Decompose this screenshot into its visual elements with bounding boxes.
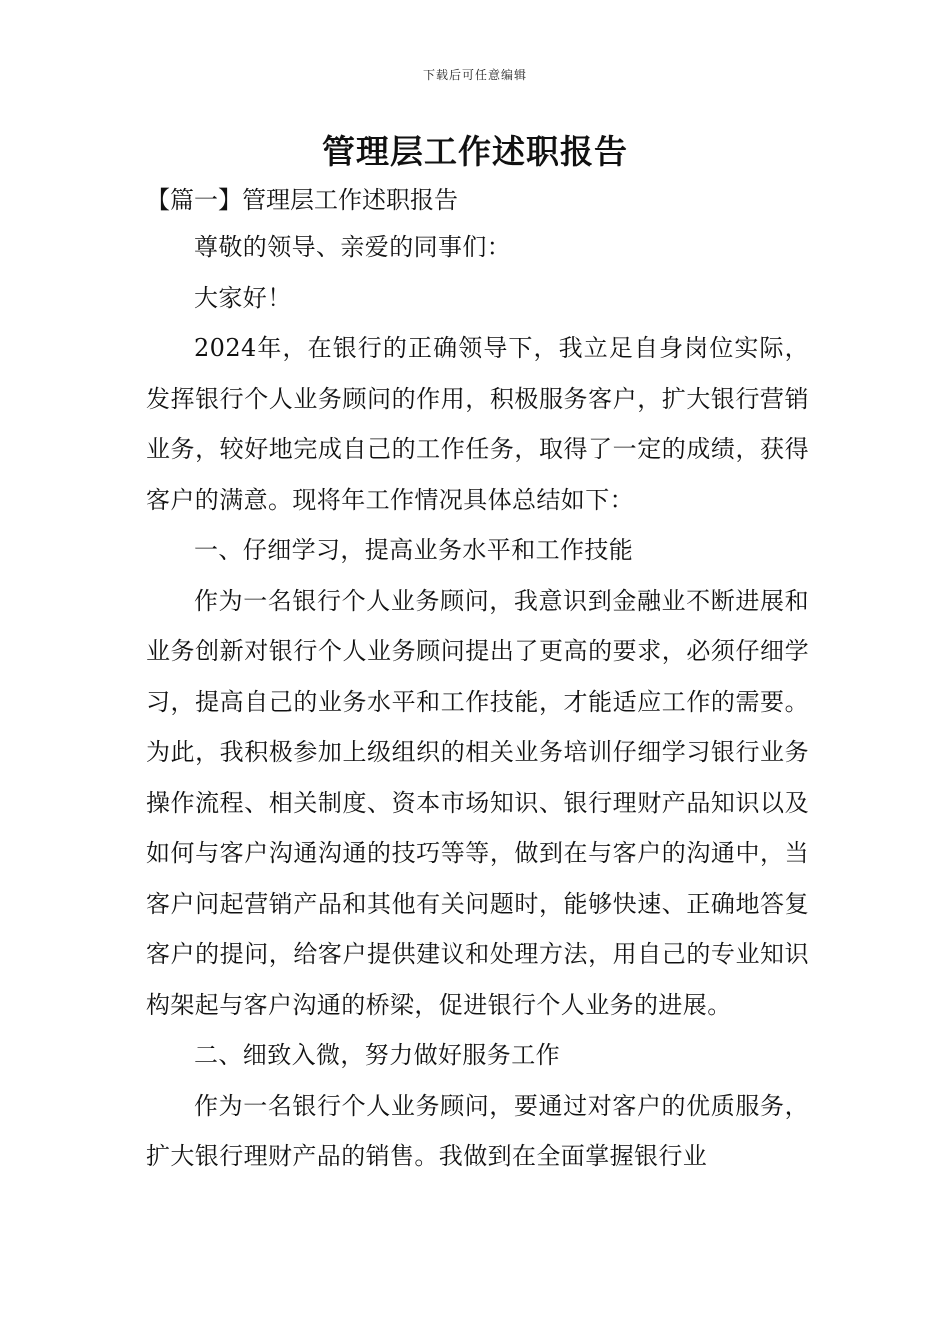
greeting-paragraph: 大家好！ xyxy=(194,283,292,312)
header-note: 下载后可任意编辑 xyxy=(422,68,527,82)
subheading-two: 二、细致入微，努力做好服务工作 xyxy=(194,1041,560,1069)
section-heading: 【篇一】管理层工作述职报告 xyxy=(146,186,458,214)
body-paragraph-one: 作为一名银行个人业务顾问，我意识到金融业不断进展和业务创新对银行个人业务顾问提出了更高的要求，必须仔细学习，提高自己的业务水平和工作技能，才能适应工作的需要。为此，我积极参加上级组织的相关业务培训仔细学习银行业务操作流程、相关制度、资本市场知识、银行理财产品知识以及如何与客户沟通沟通的技巧等等，做到在与客户的沟通中，当客户问起营销产品和其他有关问题时，能够快速、正确地答复客户的提问，给客户提供建议和处理方法，用自己的专业知识构架起与客户沟通的桥梁，促进银行个人业务的进展。 xyxy=(146,586,809,1019)
salutation-paragraph: 尊敬的领导、亲爱的同事们： xyxy=(194,233,512,261)
intro-paragraph: 2024年，在银行的正确领导下，我立足自身岗位实际，发挥银行个人业务顾问的作用，积极服务客户，扩大银行营销业务，较好地完成自己的工作任务，取得了一定的成绩，获得客户的满意。现将年工作情况具体总结如下： xyxy=(146,334,809,514)
document-title: 管理层工作述职报告 xyxy=(322,132,628,171)
document-body xyxy=(146,222,809,1182)
subheading-one: 一、仔细学习，提高业务水平和工作技能 xyxy=(194,536,634,564)
body-paragraph-two: 作为一名银行个人业务顾问，要通过对客户的优质服务，扩大银行理财产品的销售。我做到在全面掌握银行业 xyxy=(146,1091,809,1170)
